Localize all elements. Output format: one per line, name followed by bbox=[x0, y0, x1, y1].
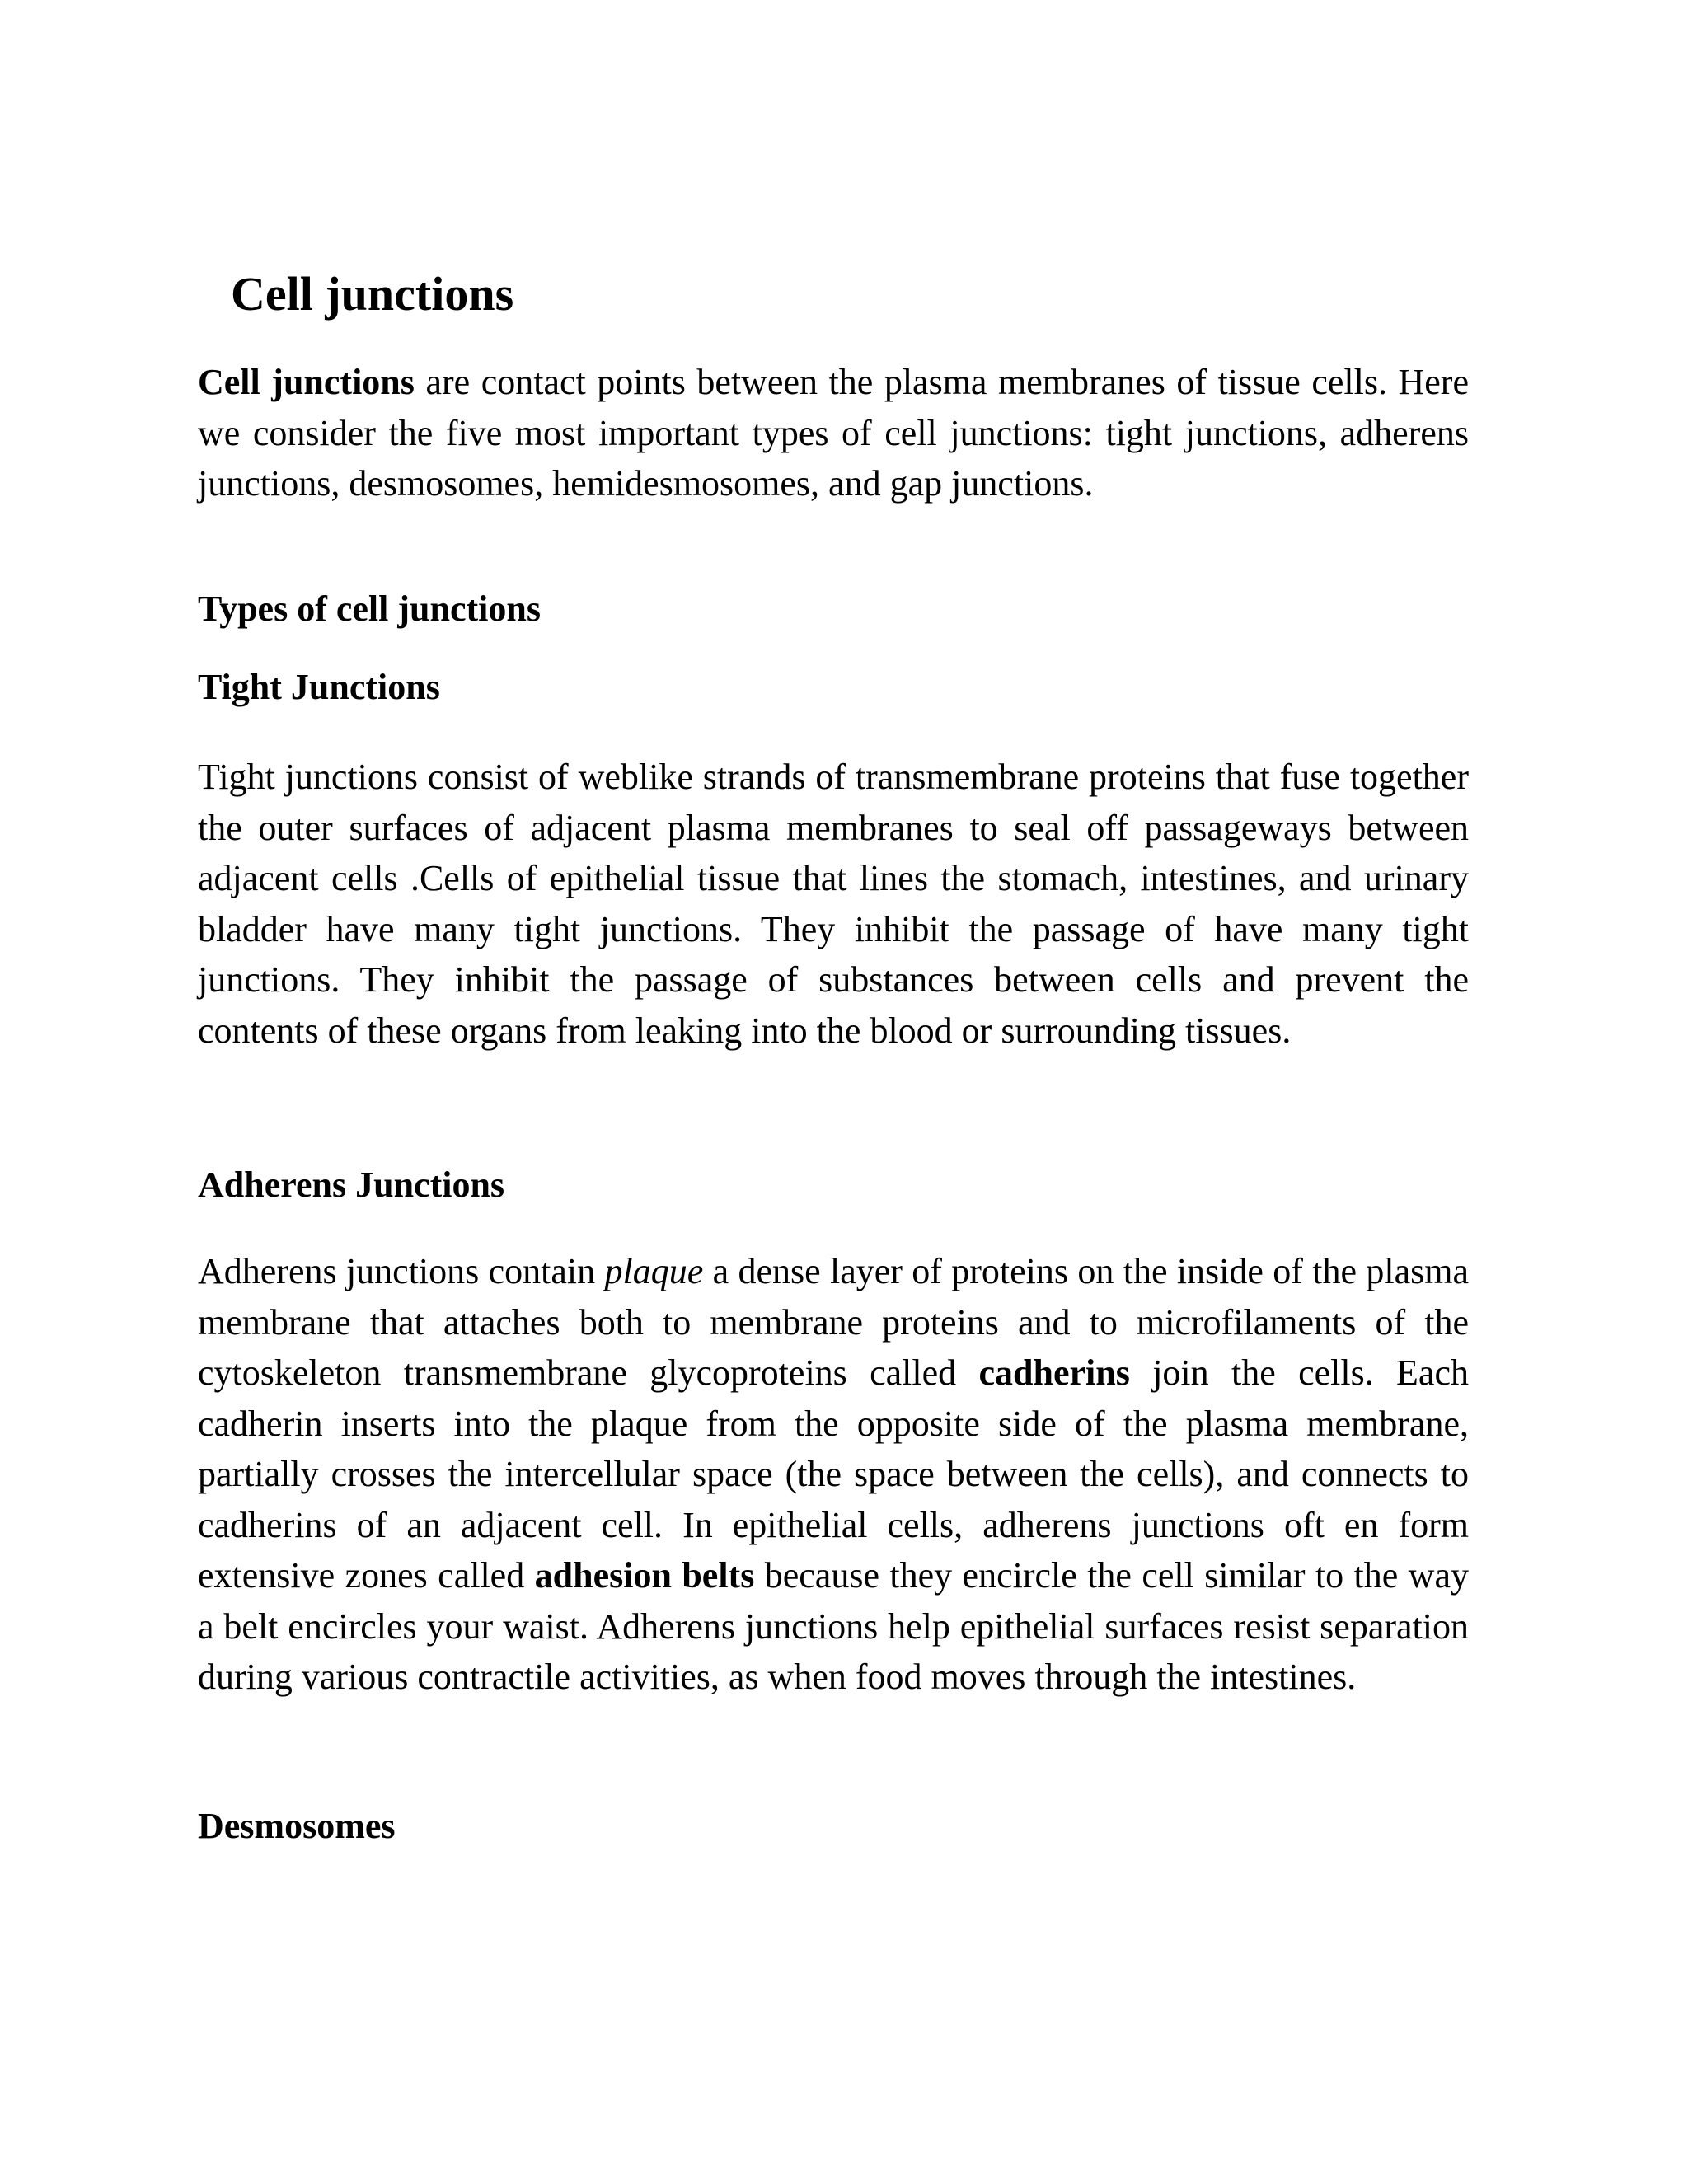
tight-junctions-paragraph bbox=[198, 752, 1469, 1056]
tight-junctions-heading: Tight Junctions bbox=[198, 667, 440, 707]
adherens-text-1: Adherens junctions contain bbox=[198, 1251, 605, 1291]
desmosomes-heading: Desmosomes bbox=[198, 1806, 396, 1846]
intro-paragraph bbox=[198, 357, 1469, 509]
types-heading: Types of cell junctions bbox=[198, 588, 541, 629]
intro-term: Cell junctions bbox=[198, 362, 415, 402]
adherens-text-3: join the cells. Each cadherin inserts into the plaque from the opposite side of the plasma membrane, partially crosses the intercellular space (the space between the cells), and connects to cadherins of an adjacent cell. In epithelial cells, adherens junctions oft en form extensive zones called bbox=[198, 1352, 1469, 1596]
adhesion-belts-term: adhesion belts bbox=[534, 1555, 755, 1596]
adherens-text-4: because they encircle the cell similar to the way a belt encircles your waist. Adherens junctions help epithelial surfaces resist separation during various contractile activities, as when food moves through the intestines. bbox=[198, 1555, 1469, 1697]
tight-junctions-text: Tight junctions consist of weblike strands of transmembrane proteins that fuse together the outer surfaces of adjacent plasma membranes to seal off passageways between adjacent cells .Cells of epithelial tissue that lines the stomach, intestines, and urinary bladder have many tight junctions. They inhibit the passage of have many tight junctions. They inhibit the passage of substances between cells and prevent the contents of these organs from leaking into the blood or surrounding tissues. bbox=[198, 757, 1469, 1051]
adherens-text-2: a dense layer of proteins on the inside of the plasma membrane that attaches both to membrane proteins and to microfilaments of the cytoskeleton transmembrane glycoproteins called bbox=[198, 1251, 1469, 1393]
adherens-junctions-paragraph bbox=[198, 1246, 1469, 1703]
cadherins-term: cadherins bbox=[978, 1352, 1130, 1393]
intro-text: are contact points between the plasma membranes of tissue cells. Here we consider the five most important types of cell junctions: tight junctions, adherens junctions, desmosomes, hemidesmosomes, and gap junctions. bbox=[198, 362, 1469, 504]
adherens-junctions-heading: Adherens Junctions bbox=[198, 1165, 505, 1205]
plaque-term: plaque bbox=[604, 1251, 704, 1291]
page-title: Cell junctions bbox=[231, 267, 514, 321]
